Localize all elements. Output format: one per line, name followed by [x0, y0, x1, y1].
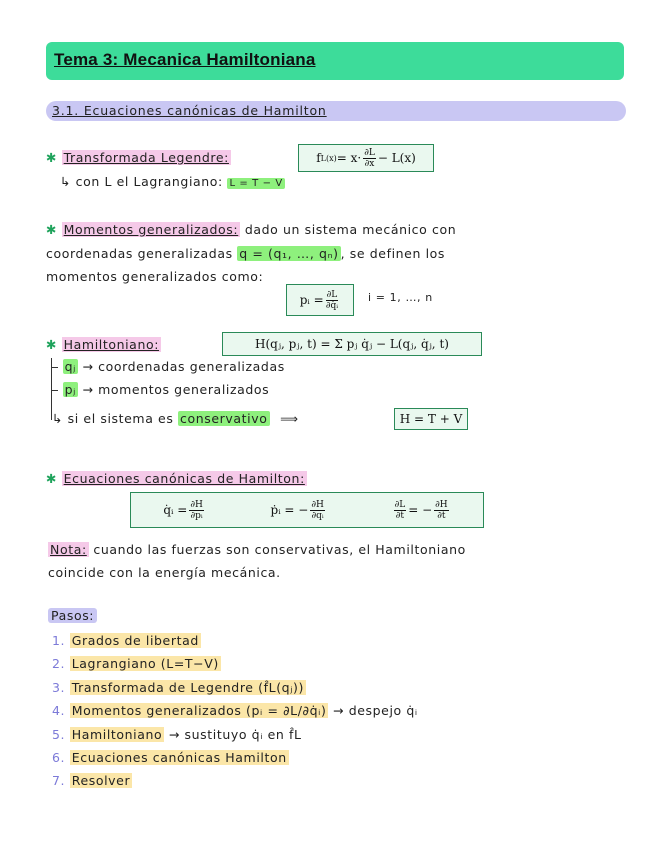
p-definition [52, 382, 269, 397]
hamiltoniano-label: Hamiltoniano: [63, 337, 160, 352]
eq2-den: ∂qᵢ [311, 510, 324, 521]
step-text: Grados de libertad [71, 633, 199, 648]
list-item [52, 727, 302, 742]
si-text: ↳ si el sistema es [52, 411, 174, 426]
eq3-fraction-r [434, 500, 449, 521]
momentos-line2 [46, 246, 445, 261]
step-text: Resolver [71, 773, 131, 788]
eq1-den: ∂pᵢ [190, 510, 203, 521]
asterisk-icon: ✱ [46, 222, 58, 237]
momentos-den: ∂q̇ᵢ [325, 300, 339, 311]
momentos-fraction [326, 290, 339, 311]
eq3-mid: = − [408, 502, 433, 517]
nota-line1 [48, 542, 466, 557]
nota-text1: cuando las fuerzas son conservativas, el Hamiltoniano [93, 542, 466, 557]
ecuaciones-label: Ecuaciones canónicas de Hamilton: [63, 471, 305, 486]
ecuaciones-heading [46, 471, 307, 486]
pasos-heading [48, 608, 97, 623]
p-text: → momentos generalizados [82, 382, 270, 397]
bracket-tick [52, 367, 58, 368]
momentos-p: pᵢ = [299, 293, 324, 307]
step-text: Transformada de Legendre (f̂L(qⱼ)) [71, 680, 304, 695]
eq3-den-l: ∂t [395, 510, 405, 521]
bracket-tick [52, 390, 58, 391]
list-item [52, 750, 289, 765]
eq2-num: ∂H [311, 499, 324, 510]
conservativo-label: conservativo [180, 411, 268, 426]
legendre-den: ∂x [364, 158, 375, 169]
h-energy-formula: H = T + V [394, 408, 468, 430]
lagrangiano-note [60, 174, 285, 189]
eq3-num-l: ∂L [394, 499, 406, 510]
step-extra: → despejo q̇ᵢ [333, 703, 418, 718]
step-number: 3. [52, 680, 66, 695]
momentos-line1-text: dado un sistema mecánico con [244, 222, 457, 237]
list-item [52, 680, 306, 695]
eq2-left: ṗᵢ = − [270, 502, 309, 517]
legendre-fraction [363, 148, 376, 169]
legendre-num: ∂L [364, 147, 375, 158]
asterisk-icon: ✱ [46, 471, 58, 486]
legendre-sub: L(x) [320, 153, 337, 163]
momentos-line2b: , se definen los [340, 246, 446, 261]
eq-time [392, 500, 451, 521]
step-number: 6. [52, 750, 66, 765]
q-definition [52, 359, 285, 374]
eq1-num: ∂H [190, 499, 203, 510]
asterisk-icon: ✱ [46, 337, 58, 352]
momentos-line1 [46, 222, 456, 237]
momentos-label: Momentos generalizados: [63, 222, 239, 237]
lagrangiano-text: ↳ con L el Lagrangiano: [60, 174, 223, 189]
hamiltoniano-heading [46, 337, 161, 352]
step-text: Momentos generalizados (pᵢ = ∂L/∂q̇ᵢ) [71, 703, 327, 718]
ecuaciones-formula [130, 492, 484, 528]
asterisk-icon: ✱ [46, 150, 58, 165]
eq3-num-r: ∂H [435, 499, 448, 510]
step-number: 1. [52, 633, 66, 648]
q-text: → coordenadas generalizadas [82, 359, 285, 374]
eq3-fraction-l [394, 500, 407, 521]
pasos-label: Pasos: [48, 608, 97, 623]
legendre-heading [46, 150, 231, 165]
eq-p-dot [271, 500, 327, 521]
list-item [52, 703, 418, 718]
step-number: 7. [52, 773, 66, 788]
step-number: 2. [52, 656, 66, 671]
p-symbol: pⱼ [64, 382, 76, 397]
implies-icon: ⟹ [280, 411, 299, 426]
q-vector: q = (q₁, …, qₙ) [239, 246, 339, 261]
list-item [52, 633, 201, 648]
lagrangiano-formula: L = T − V [229, 178, 283, 189]
eq1-fraction [189, 500, 204, 521]
section-title: 3.1. Ecuaciones canónicas de Hamilton [52, 103, 327, 118]
step-text: Lagrangiano (L=T−V) [71, 656, 219, 671]
legendre-label: Transformada Legendre: [63, 150, 229, 165]
step-number: 5. [52, 727, 66, 742]
eq2-fraction [310, 500, 325, 521]
nota-label: Nota: [50, 542, 87, 557]
legendre-f: f [316, 151, 321, 165]
eq3-den-r: ∂t [437, 510, 446, 521]
list-item [52, 656, 221, 671]
list-item [52, 773, 132, 788]
momentos-formula [286, 284, 354, 316]
step-text: Ecuaciones canónicas Hamilton [71, 750, 287, 765]
step-extra: → sustituyo q̇ᵢ en f̂L [168, 727, 302, 742]
index-range: i = 1, …, n [368, 291, 433, 304]
step-number: 4. [52, 703, 66, 718]
legendre-formula [298, 144, 434, 172]
eq1-left: q̇ᵢ = [163, 502, 188, 517]
legendre-end: − L(x) [377, 151, 416, 165]
nota-line2: coincide con la energía mecánica. [48, 565, 281, 580]
step-text: Hamiltoniano [71, 727, 163, 742]
conservativo-line [52, 411, 305, 426]
hamiltoniano-formula: H(qⱼ, pⱼ, t) = Σ pⱼ q̇ⱼ − L(qⱼ, q̇ⱼ, t) [222, 332, 482, 356]
momentos-line3: momentos generalizados como: [46, 269, 264, 284]
eq-q-dot [163, 500, 205, 521]
page-title: Tema 3: Mecanica Hamiltoniana [54, 50, 316, 69]
momentos-line2a: coordenadas generalizadas [46, 246, 233, 261]
legendre-eq: = x· [336, 151, 362, 165]
q-symbol: qⱼ [64, 359, 76, 374]
momentos-num: ∂L [326, 289, 338, 300]
